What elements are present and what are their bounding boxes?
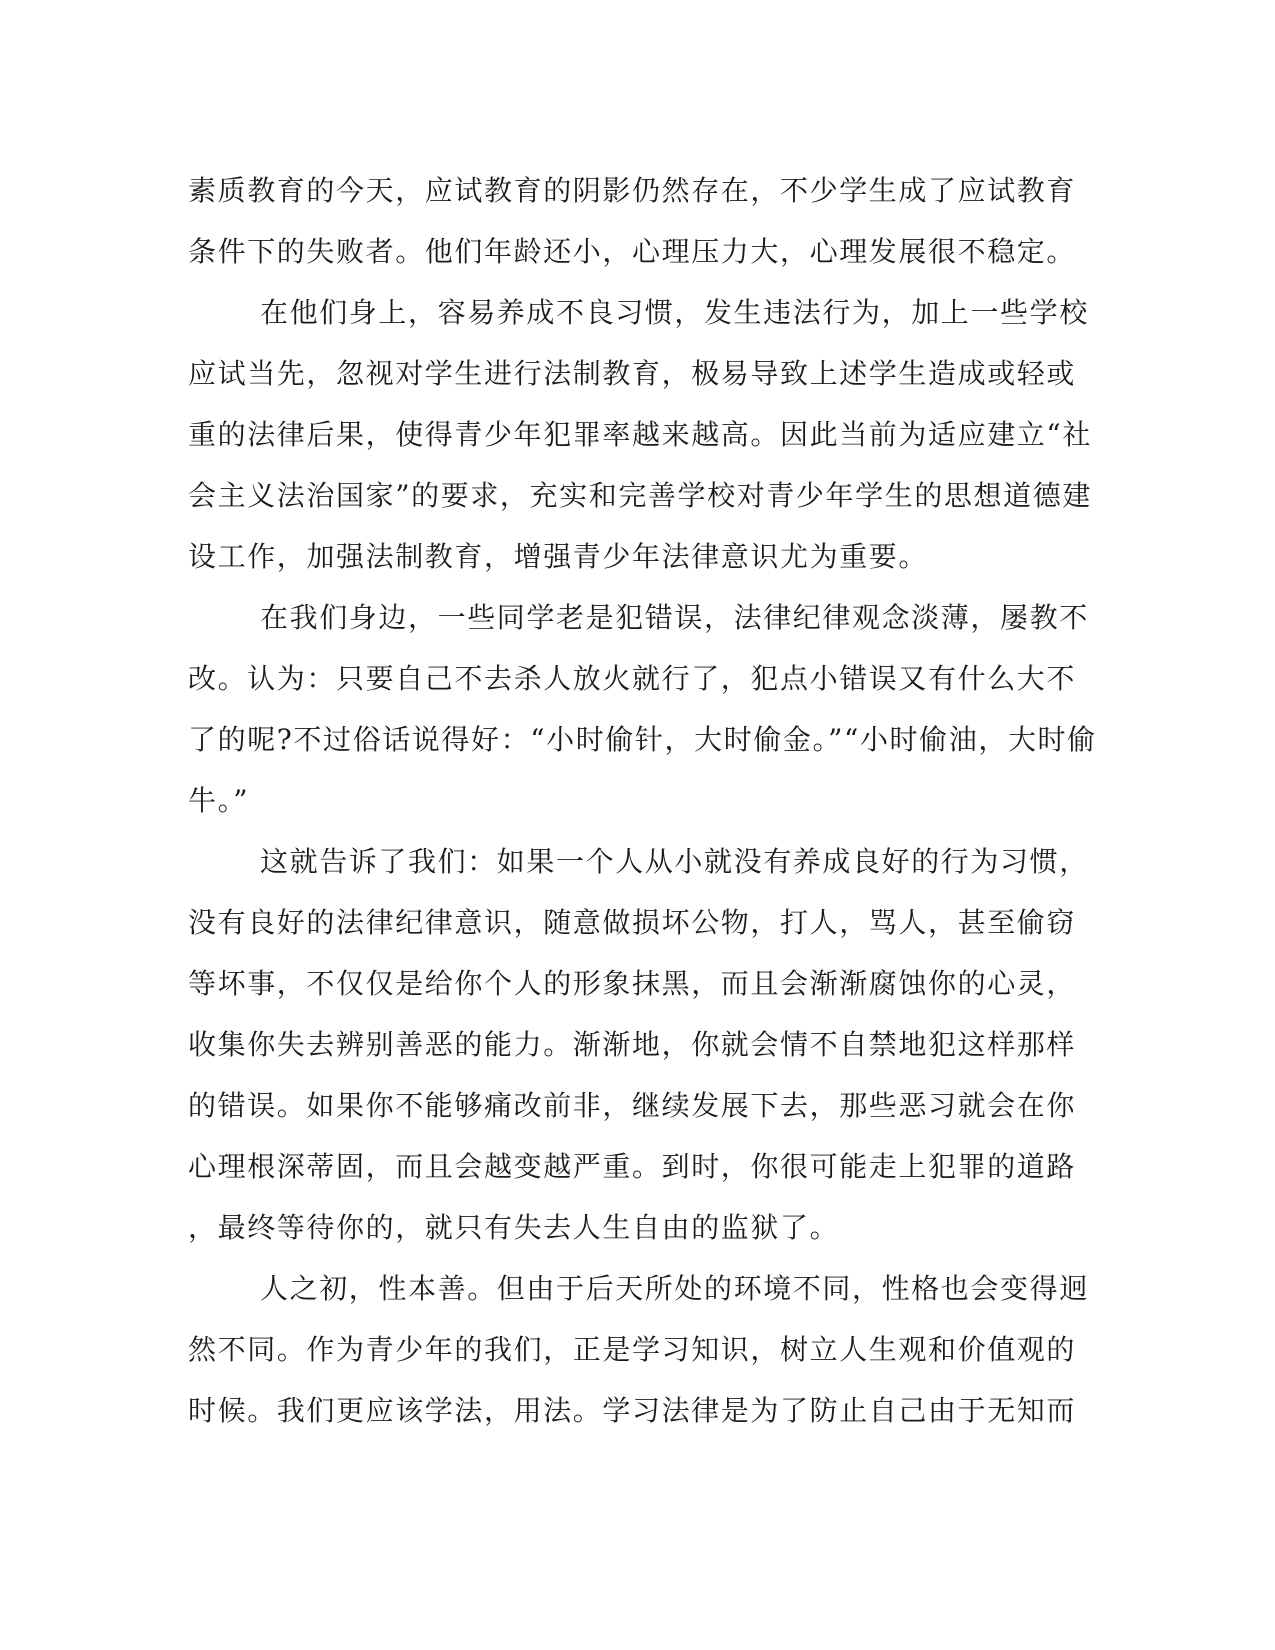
text-line: 牛。” bbox=[188, 784, 250, 817]
text-line: 设工作，加强法制教育，增强青少年法律意识尤为重要。 bbox=[188, 540, 929, 573]
paragraph-start-line: 在我们身边，一些同学老是犯错误，法律纪律观念淡薄，屡教不 bbox=[260, 601, 1089, 634]
text-line: 等坏事，不仅仅是给你个人的形象抹黑，而且会渐渐腐蚀你的心灵， bbox=[188, 967, 1077, 1000]
paragraph-start-line: 人之初，性本善。但由于后天所处的环境不同，性格也会变得迥 bbox=[260, 1272, 1089, 1305]
text-line: 应试当先，忽视对学生进行法制教育，极易导致上述学生造成或轻或 bbox=[188, 357, 1077, 390]
text-line: 改。认为：只要自己不去杀人放火就行了，犯点小错误又有什么大不 bbox=[188, 662, 1077, 695]
text-line: 没有良好的法律纪律意识，随意做损坏公物，打人，骂人，甚至偷窃 bbox=[188, 906, 1077, 939]
text-line: 收集你失去辨别善恶的能力。渐渐地，你就会情不自禁地犯这样那样 bbox=[188, 1028, 1077, 1061]
text-line: 心理根深蒂固，而且会越变越严重。到时，你很可能走上犯罪的道路 bbox=[188, 1150, 1077, 1183]
text-line: 重的法律后果，使得青少年犯罪率越来越高。因此当前为适应建立“社 bbox=[188, 418, 1092, 451]
text-line: 条件下的失败者。他们年龄还小，心理压力大，心理发展很不稳定。 bbox=[188, 235, 1077, 268]
paragraph-start-line: 在他们身上，容易养成不良习惯，发生违法行为，加上一些学校 bbox=[260, 296, 1089, 329]
text-line: 时候。我们更应该学法，用法。学习法律是为了防止自己由于无知而 bbox=[188, 1394, 1077, 1427]
text-line: 的错误。如果你不能够痛改前非，继续发展下去，那些恶习就会在你 bbox=[188, 1089, 1077, 1122]
text-line: 然不同。作为青少年的我们，正是学习知识，树立人生观和价值观的 bbox=[188, 1333, 1077, 1366]
document-body bbox=[188, 160, 1097, 1441]
text-line: 了的呢?不过俗话说得好：“小时偷针，大时偷金。”“小时偷油，大时偷 bbox=[188, 723, 1097, 756]
text-line: 会主义法治国家”的要求，充实和完善学校对青少年学生的思想道德建 bbox=[188, 479, 1092, 512]
paragraph-start-line: 这就告诉了我们：如果一个人从小就没有养成良好的行为习惯， bbox=[260, 845, 1089, 878]
text-line: 素质教育的今天，应试教育的阴影仍然存在，不少学生成了应试教育 bbox=[188, 174, 1077, 207]
text-line: ，最终等待你的，就只有失去人生自由的监狱了。 bbox=[188, 1211, 840, 1244]
